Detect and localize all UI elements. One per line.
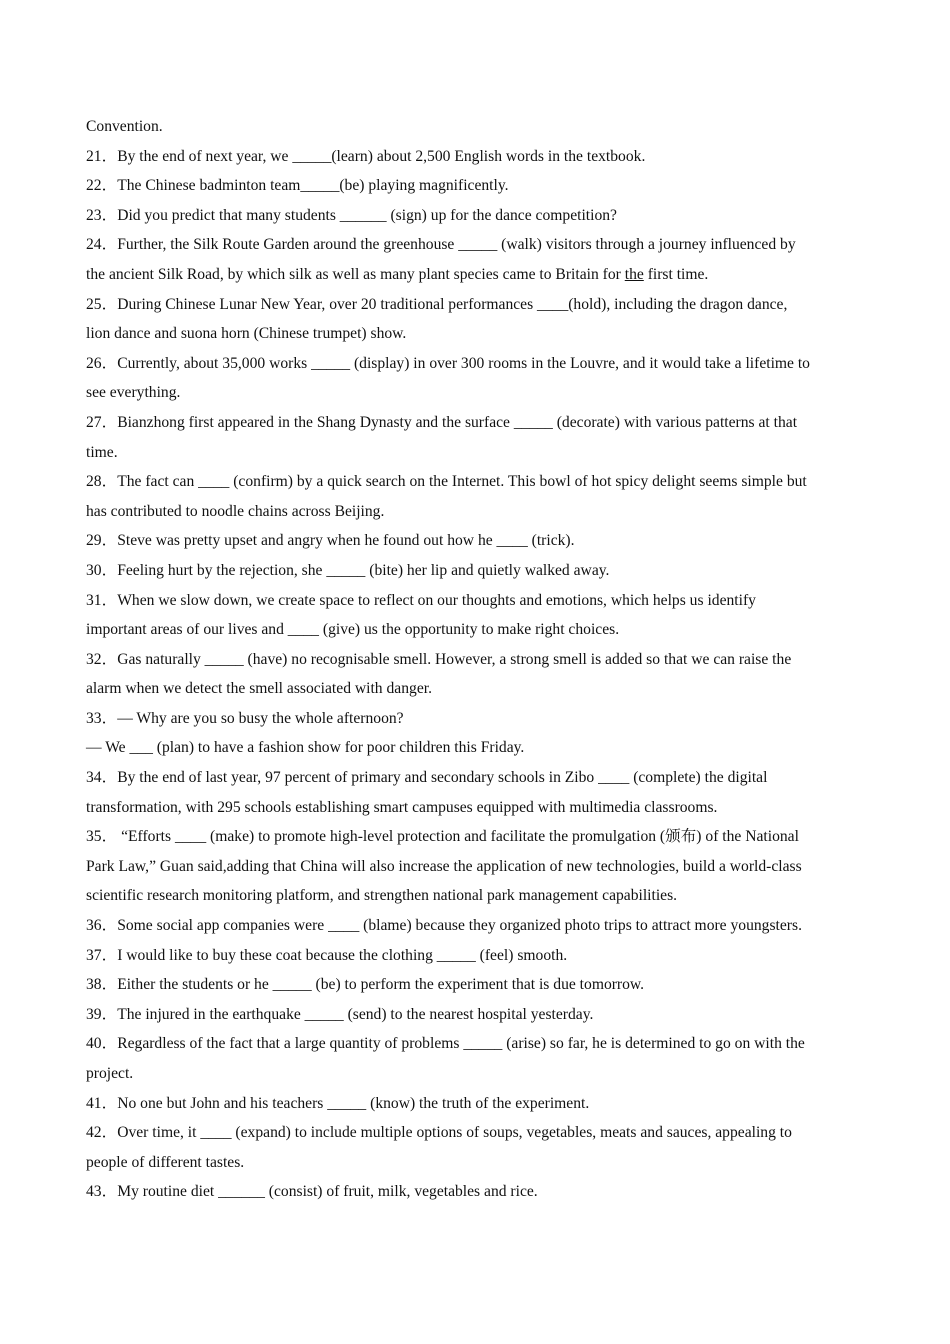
underlined-word: the [624, 265, 644, 283]
question-text: Currently, about 35,000 works _____ (display) in over 300 rooms in the Louvre, and it would take a lifetime to [117, 354, 810, 372]
question-text-continued: has contributed to noodle chains across Beijing. [86, 502, 385, 520]
question-text-continued: Park Law,” Guan said,adding that China will also increase the application of new technologies, build a world-class [86, 857, 802, 875]
question-text: Steve was pretty upset and angry when he found out how he ____ (trick). [117, 532, 575, 550]
question-number: 42． [86, 1124, 118, 1142]
question-22 [86, 171, 868, 201]
question-number: 28． [86, 473, 118, 491]
question-text: By the end of last year, 97 percent of primary and secondary schools in Zibo ____ (complete) the digital [117, 769, 768, 787]
question-number: 26． [86, 354, 118, 372]
question-31 [86, 586, 868, 645]
question-text: Further, the Silk Route Garden around the greenhouse _____ (walk) visitors through a journey influenced by [117, 236, 796, 254]
question-text: Did you predict that many students ______ (sign) up for the dance competition? [117, 206, 617, 224]
question-34 [86, 763, 868, 822]
exercise-list [86, 112, 868, 1207]
question-text: The fact can ____ (confirm) by a quick search on the Internet. This bowl of hot spicy delight seems simple but [117, 473, 807, 491]
question-28 [86, 467, 868, 526]
question-number: 43． [86, 1183, 118, 1201]
question-text: Regardless of the fact that a large quantity of problems _____ (arise) so far, he is determined to go on with the [117, 1035, 805, 1053]
question-number: 31． [86, 591, 118, 609]
question-number: 22． [86, 177, 118, 195]
question-number: 37． [86, 946, 118, 964]
question-43 [86, 1177, 868, 1207]
question-text-continued: project. [86, 1065, 134, 1082]
question-number: 41． [86, 1094, 118, 1112]
question-text-continued: lion dance and suona horn (Chinese trumpet) show. [86, 325, 407, 343]
question-number: 34． [86, 769, 118, 787]
question-35 [86, 822, 868, 911]
question-text: I would like to buy these coat because the clothing _____ (feel) smooth. [117, 946, 568, 964]
question-32 [86, 645, 868, 704]
question-text-continued: scientific research monitoring platform, and strengthen national park management capabilities. [86, 887, 678, 905]
question-text: Feeling hurt by the rejection, she _____ (bite) her lip and quietly walked away. [117, 561, 610, 579]
question-33 [86, 704, 868, 763]
question-42 [86, 1118, 868, 1177]
question-number: 39． [86, 1005, 118, 1023]
question-text: My routine diet ______ (consist) of fruit, milk, vegetables and rice. [117, 1183, 538, 1201]
question-21 [86, 142, 868, 172]
question-number: 38． [86, 976, 118, 994]
question-text: Over time, it ____ (expand) to include multiple options of soups, vegetables, meats and sauces, appealing to [117, 1124, 792, 1142]
question-text-continued: alarm when we detect the smell associated with danger. [86, 680, 432, 698]
question-number: 40． [86, 1035, 118, 1053]
question-text-continued: time. [86, 443, 118, 461]
question-39 [86, 1000, 868, 1030]
question-text-continued: see everything. [86, 384, 181, 402]
question-27 [86, 408, 868, 467]
question-24 [86, 230, 868, 289]
question-text-continued: important areas of our lives and ____ (give) us the opportunity to make right choices. [86, 621, 620, 639]
question-number: 33． [86, 709, 118, 727]
question-26 [86, 349, 868, 408]
question-text-continued: the ancient Silk Road, by which silk as well as many plant species came to Britain for [86, 265, 625, 283]
question-25 [86, 290, 868, 349]
question-30 [86, 556, 868, 586]
question-text-continued: people of different tastes. [86, 1153, 245, 1171]
question-23 [86, 201, 868, 231]
question-text: The Chinese badminton team_____(be) playing magnificently. [117, 177, 509, 195]
question-41 [86, 1089, 868, 1119]
question-number: 23． [86, 206, 118, 224]
question-number: 36． [86, 917, 118, 935]
question-text: When we slow down, we create space to reflect on our thoughts and emotions, which helps us identify [117, 591, 756, 609]
continuation-text: Convention. [86, 118, 163, 135]
question-text-continued: — We ___ (plan) to have a fashion show for poor children this Friday. [86, 739, 525, 757]
question-number: 25． [86, 295, 118, 313]
question-text: Bianzhong first appeared in the Shang Dynasty and the surface _____ (decorate) with various patterns at that [117, 413, 798, 431]
question-text: Some social app companies were ____ (blame) because they organized photo trips to attract more youngsters. [117, 917, 802, 935]
question-text: Gas naturally _____ (have) no recognisable smell. However, a strong smell is added so that we can raise the [117, 650, 792, 668]
question-text: — Why are you so busy the whole afternoon? [117, 709, 404, 727]
question-text-end: first time. [643, 265, 709, 283]
question-number: 27． [86, 413, 118, 431]
question-text-continued: transformation, with 295 schools establishing smart campuses equipped with multimedia classrooms. [86, 798, 718, 816]
question-40 [86, 1029, 868, 1088]
question-number: 35． [86, 828, 118, 846]
question-text: The injured in the earthquake _____ (send) to the nearest hospital yesterday. [117, 1005, 594, 1023]
question-text: “Efforts ____ (make) to promote high-level protection and facilitate the promulgation (颁布) of the National [117, 828, 799, 846]
question-text: No one but John and his teachers _____ (know) the truth of the experiment. [117, 1094, 590, 1112]
question-text: Either the students or he _____ (be) to perform the experiment that is due tomorrow. [117, 976, 645, 994]
question-38 [86, 970, 868, 1000]
question-29 [86, 526, 868, 556]
question-number: 29． [86, 532, 118, 550]
question-36 [86, 911, 868, 941]
question-number: 30． [86, 561, 118, 579]
question-37 [86, 941, 868, 971]
question-number: 24． [86, 236, 118, 254]
question-number: 21． [86, 147, 118, 165]
question-text: By the end of next year, we _____(learn) about 2,500 English words in the textbook. [117, 147, 646, 165]
question-text: During Chinese Lunar New Year, over 20 traditional performances ____(hold), including the dragon dance, [117, 295, 788, 313]
question-number: 32． [86, 650, 118, 668]
